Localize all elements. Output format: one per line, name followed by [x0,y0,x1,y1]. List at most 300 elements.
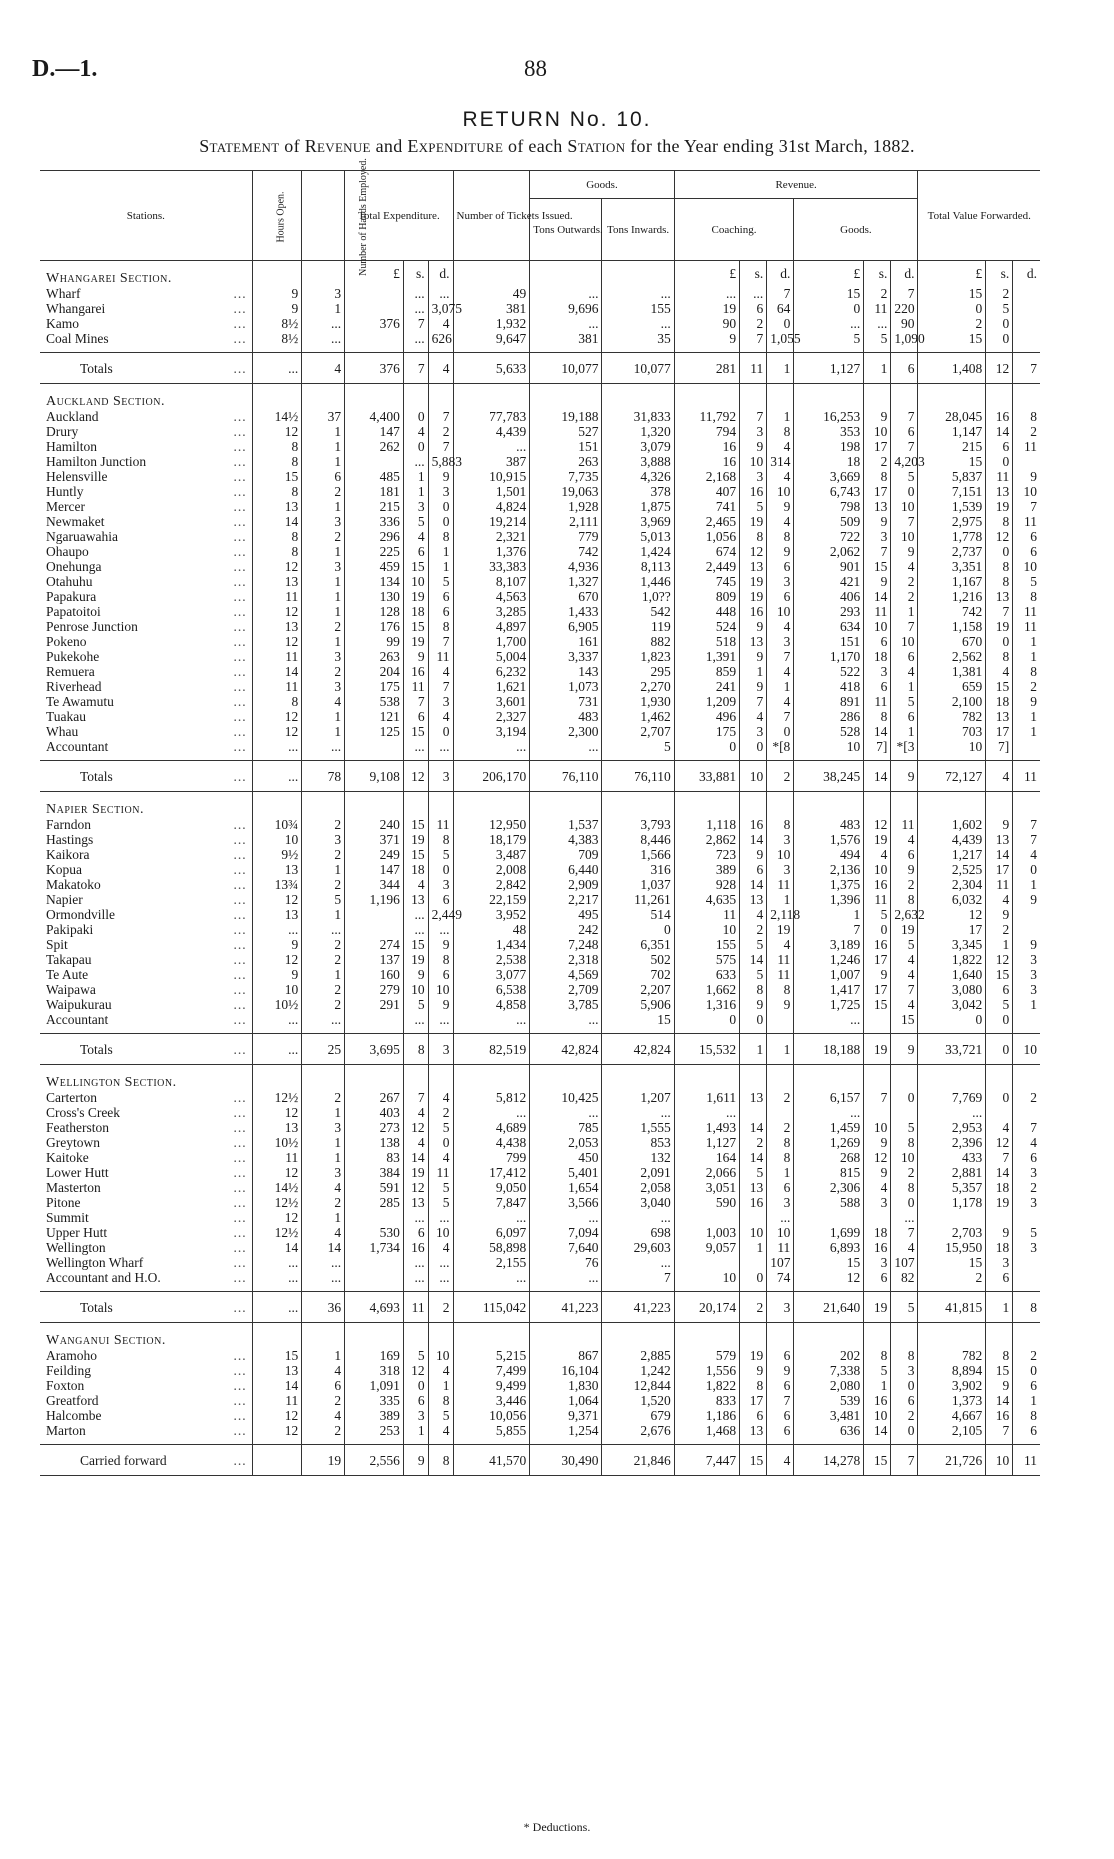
value-cell: 10 [918,739,986,754]
station-name: Hastings [46,832,94,847]
value-cell: 0 [1013,862,1040,877]
value-cell: 2,449 [428,907,453,922]
leader-dots: ... [233,409,247,424]
value-cell: 579 [674,1348,739,1363]
unit-label: £ [918,261,986,287]
value-cell [891,1105,918,1120]
value-cell: 10¾ [252,817,302,832]
value-cell: ... [252,1255,302,1270]
value-cell: 2 [891,877,918,892]
value-cell: 6 [767,559,794,574]
value-cell: 7 [891,514,918,529]
table-row [40,1135,1040,1150]
value-cell: 10 [428,982,453,997]
table-row [40,439,1040,454]
station-cell [40,982,252,997]
section-name: Auckland Section. [46,394,165,409]
value-cell: 1,930 [602,694,674,709]
value-cell: 3,566 [530,1195,602,1210]
blank-cell [403,1323,428,1349]
station-name: Waipawa [46,982,96,997]
value-cell: 18 [986,1240,1013,1255]
value-cell: 35 [602,331,674,346]
value-cell: 1,621 [453,679,530,694]
station-cell [40,514,252,529]
total-cell: 11 [403,1292,428,1323]
value-cell: 15 [403,817,428,832]
value-cell: 0 [794,301,864,316]
value-cell: 5 [428,1408,453,1423]
value-cell: 4 [864,1180,891,1195]
unit-label: £ [345,261,404,287]
value-cell [864,1012,891,1027]
value-cell: 12 [864,817,891,832]
value-cell: 169 [345,1348,404,1363]
value-cell: 1 [864,1378,891,1393]
value-cell: 509 [794,514,864,529]
section-name: Wanganui Section. [46,1333,166,1348]
value-cell: 1 [891,724,918,739]
value-cell: 2,008 [453,862,530,877]
value-cell: 2,062 [794,544,864,559]
blank-cell [602,261,674,287]
value-cell: 1 [428,544,453,559]
value-cell: 2 [302,1393,345,1408]
value-cell: 0 [986,634,1013,649]
value-cell [345,1210,404,1225]
value-cell: 18 [403,862,428,877]
value-cell: 8 [1013,1408,1040,1423]
value-cell: 6,743 [794,484,864,499]
value-cell: 901 [794,559,864,574]
value-cell: ... [453,1270,530,1285]
value-cell [918,1210,986,1225]
header-stations: Stations. [40,171,252,261]
leader-dots: ... [233,1165,247,1180]
value-cell: 11 [252,589,302,604]
total-cell: 1 [986,1292,1013,1323]
value-cell: 5 [986,997,1013,1012]
blank-cell [1013,1323,1040,1349]
value-cell: 670 [918,634,986,649]
value-cell: 495 [530,907,602,922]
blank-cell [345,1065,404,1091]
station-name: Lower Hutt [46,1165,109,1180]
value-cell: 13 [252,619,302,634]
value-cell: 3,601 [453,694,530,709]
total-cell: 3,695 [345,1034,404,1065]
value-cell: 799 [453,1150,530,1165]
station-name: Hamilton Junction [46,454,147,469]
value-cell [1013,316,1040,331]
total-cell: 33,881 [674,761,739,792]
value-cell: 15 [252,1348,302,1363]
leader-dots: ... [233,1378,247,1393]
total-cell: ... [252,353,302,384]
station-cell [40,1423,252,1438]
value-cell: 13 [403,1195,428,1210]
value-cell: 1 [302,589,345,604]
value-cell: 1,468 [674,1423,739,1438]
value-cell: 1,316 [674,997,739,1012]
value-cell: 7,735 [530,469,602,484]
value-cell: 0 [918,1012,986,1027]
value-cell: 14 [403,1150,428,1165]
value-cell: 8 [767,529,794,544]
value-cell: 0 [403,1378,428,1393]
value-cell: 8 [891,892,918,907]
value-cell: 22,159 [453,892,530,907]
value-cell: 8 [740,529,767,544]
value-cell: 19 [864,832,891,847]
value-cell: 8 [252,454,302,469]
value-cell: 6 [302,1378,345,1393]
leader-dots: ... [233,1210,247,1225]
value-cell: 5,013 [602,529,674,544]
value-cell: 19,063 [530,484,602,499]
value-cell: 12 [403,1180,428,1195]
value-cell: 381 [453,301,530,316]
value-cell: 19 [403,634,428,649]
value-cell: 1,611 [674,1090,739,1105]
station-name: Waipukurau [46,997,112,1012]
station-cell [40,634,252,649]
value-cell: 2 [1013,679,1040,694]
value-cell: 1 [767,1165,794,1180]
value-cell: 8 [986,574,1013,589]
value-cell: 285 [345,1195,404,1210]
value-cell: 8 [767,982,794,997]
total-cell: 10 [1013,1034,1040,1065]
value-cell: 19 [403,1165,428,1180]
value-cell: 19 [740,1348,767,1363]
value-cell: 4 [891,559,918,574]
leader-dots: ... [233,1180,247,1195]
value-cell: 4,897 [453,619,530,634]
value-cell: 2 [740,316,767,331]
statement-subtitle [0,136,1114,157]
total-cell: 115,042 [453,1292,530,1323]
value-cell: 2,066 [674,1165,739,1180]
value-cell: 2,465 [674,514,739,529]
value-cell: 2,270 [602,679,674,694]
value-cell: 4,203 [891,454,918,469]
value-cell: 107 [767,1255,794,1270]
value-cell: 1,725 [794,997,864,1012]
value-cell: 1 [302,634,345,649]
value-cell: 19 [740,574,767,589]
value-cell: 279 [345,982,404,997]
value-cell: 175 [674,724,739,739]
value-cell: 3,481 [794,1408,864,1423]
value-cell: 387 [453,454,530,469]
blank-cell [403,792,428,818]
value-cell: 17 [864,952,891,967]
value-cell: 13 [252,862,302,877]
value-cell: 9 [1013,469,1040,484]
value-cell: 13 [740,1090,767,1105]
value-cell: 17 [986,724,1013,739]
value-cell: ... [403,907,428,922]
value-cell: 10 [428,1348,453,1363]
value-cell: 539 [794,1393,864,1408]
value-cell: 5 [428,1180,453,1195]
station-name: Accountant [46,1012,109,1027]
leader-dots: ... [233,1408,247,1423]
value-cell: 8 [986,559,1013,574]
value-cell: 0 [428,1135,453,1150]
total-cell: 1,408 [918,353,986,384]
station-cell [40,937,252,952]
value-cell: 8 [428,1393,453,1408]
value-cell: 5 [740,967,767,982]
value-cell: 1,003 [674,1225,739,1240]
blank-cell [428,384,453,410]
table-row [40,1393,1040,1408]
value-cell: 3 [864,664,891,679]
leader-dots: ... [233,1240,247,1255]
value-cell: 4 [986,892,1013,907]
value-cell: 4,563 [453,589,530,604]
value-cell: 7,499 [453,1363,530,1378]
value-cell: 3,793 [602,817,674,832]
value-cell: 13 [252,1120,302,1135]
value-cell: 263 [530,454,602,469]
value-cell: 14 [740,877,767,892]
value-cell: 10 [403,574,428,589]
blank-cell [302,1065,345,1091]
value-cell: 15 [602,1012,674,1027]
value-cell: 679 [602,1408,674,1423]
value-cell [986,1105,1013,1120]
value-cell: ... [252,1012,302,1027]
value-cell: 518 [674,634,739,649]
value-cell: ... [302,1255,345,1270]
table-row [40,331,1040,346]
value-cell: 4,439 [918,832,986,847]
value-cell: 1,459 [794,1120,864,1135]
value-cell: 1,654 [530,1180,602,1195]
value-cell: 0 [986,331,1013,346]
value-cell: 7 [891,982,918,997]
value-cell: 7 [403,694,428,709]
value-cell: 9 [986,817,1013,832]
value-cell: 12 [986,952,1013,967]
value-cell: 155 [674,937,739,952]
value-cell: 3 [403,1408,428,1423]
total-cell: 76,110 [602,761,674,792]
value-cell: 1 [794,907,864,922]
section-heading [40,261,252,287]
value-cell: 2 [864,454,891,469]
value-cell: 83 [345,1150,404,1165]
value-cell: 0 [891,1378,918,1393]
value-cell: ... [740,286,767,301]
value-cell: 9 [1013,937,1040,952]
value-cell: 809 [674,589,739,604]
total-cell: 9 [891,761,918,792]
header-goods: Goods. [530,171,674,199]
totals-row [40,761,1040,792]
value-cell: 19 [767,922,794,937]
value-cell: 215 [918,439,986,454]
table-row [40,301,1040,316]
value-cell: 2,318 [530,952,602,967]
table-row [40,922,1040,937]
value-cell: 2,136 [794,862,864,877]
value-cell: 407 [674,484,739,499]
value-cell: 9,371 [530,1408,602,1423]
table-row [40,286,1040,301]
value-cell: 15 [864,559,891,574]
value-cell: 17 [986,862,1013,877]
value-cell: 9 [740,997,767,1012]
value-cell: 4 [986,664,1013,679]
table-row [40,937,1040,952]
leader-dots: ... [233,619,247,634]
value-cell: 5 [1013,574,1040,589]
blank-cell [428,1323,453,1349]
value-cell: 1,822 [918,952,986,967]
table-row [40,529,1040,544]
value-cell: 1 [740,664,767,679]
value-cell: 11 [252,679,302,694]
value-cell: ... [767,1210,794,1225]
value-cell: 253 [345,1423,404,1438]
subtitle-word: Expenditure [407,136,504,156]
value-cell: 1,167 [918,574,986,589]
station-name: Ngaruawahia [46,529,118,544]
value-cell: 7 [1013,832,1040,847]
value-cell: ... [602,286,674,301]
value-cell: 11 [767,967,794,982]
value-cell: 7 [740,694,767,709]
header-total-value: Total Value Forwarded. [918,171,1040,261]
value-cell: 8 [986,514,1013,529]
value-cell: 7 [891,1225,918,1240]
value-cell: 16 [674,439,739,454]
value-cell: 10 [767,484,794,499]
value-cell: 3 [428,484,453,499]
value-cell: 0 [428,514,453,529]
table-row [40,877,1040,892]
value-cell: 2,155 [453,1255,530,1270]
station-cell [40,847,252,862]
value-cell: 3,351 [918,559,986,574]
station-name: Marton [46,1423,86,1438]
value-cell: 14 [864,724,891,739]
total-cell: 4 [428,353,453,384]
station-cell [40,286,252,301]
station-name: Wellington [46,1240,106,1255]
value-cell: ... [403,454,428,469]
header-coaching: Coaching. [674,199,794,261]
value-cell: 421 [794,574,864,589]
value-cell: 1,269 [794,1135,864,1150]
value-cell: 2 [302,1090,345,1105]
total-cell: 38,245 [794,761,864,792]
value-cell: 2 [1013,1180,1040,1195]
total-cell: 1 [767,1034,794,1065]
value-cell: 9 [1013,694,1040,709]
value-cell: 0 [986,454,1013,469]
value-cell [1013,286,1040,301]
value-cell: 723 [674,847,739,862]
leader-dots: ... [233,574,247,589]
leader-dots: ... [233,694,247,709]
value-cell: 14 [252,514,302,529]
value-cell: 7 [891,439,918,454]
value-cell: 5 [794,331,864,346]
station-name: Kamo [46,316,79,331]
station-name: Upper Hutt [46,1225,108,1240]
value-cell: 1,246 [794,952,864,967]
value-cell: 2,975 [918,514,986,529]
blank-cell [794,792,864,818]
value-cell [1013,1255,1040,1270]
value-cell: 6 [428,604,453,619]
total-cell: 3 [428,761,453,792]
station-name: Carterton [46,1090,97,1105]
section-heading-row [40,1323,1040,1349]
value-cell: 12 [252,952,302,967]
section-name: Napier Section. [46,802,144,817]
total-cell: 8 [428,1445,453,1476]
value-cell: 12,844 [602,1378,674,1393]
totals-label [40,1292,252,1323]
value-cell: 15 [403,619,428,634]
value-cell: ... [530,1105,602,1120]
value-cell: 14 [986,1393,1013,1408]
value-cell: 12 [252,1165,302,1180]
value-cell: 5 [1013,1225,1040,1240]
total-cell: 21,640 [794,1292,864,1323]
value-cell: 731 [530,694,602,709]
value-cell: 161 [530,634,602,649]
subtitle-word: Station [567,136,626,156]
value-cell: 2,709 [530,982,602,997]
value-cell: 3,042 [918,997,986,1012]
value-cell: 782 [918,1348,986,1363]
value-cell: 19 [986,1195,1013,1210]
station-name: Accountant and H.O. [46,1270,161,1285]
value-cell: ... [302,739,345,754]
value-cell: 3 [891,1363,918,1378]
table-row [40,892,1040,907]
leader-dots: ... [233,768,247,784]
value-cell: 4 [891,664,918,679]
value-cell: 8 [428,952,453,967]
station-name: Totals [80,360,113,376]
value-cell: 1 [302,1210,345,1225]
table-row [40,469,1040,484]
station-name: Papakura [46,589,97,604]
value-cell: 2,707 [602,724,674,739]
value-cell: 29,603 [602,1240,674,1255]
value-cell: 9 [864,409,891,424]
value-cell: 33,383 [453,559,530,574]
value-cell: 19 [986,619,1013,634]
value-cell: 9 [740,439,767,454]
value-cell: 1 [428,559,453,574]
total-cell: 1 [767,353,794,384]
value-cell: 1,602 [918,817,986,832]
total-cell: 9 [891,1034,918,1065]
subtitle-word: for the Year ending 31st March, 1882. [630,136,915,156]
value-cell: 10,915 [453,469,530,484]
value-cell [740,1255,767,1270]
value-cell: 1,555 [602,1120,674,1135]
